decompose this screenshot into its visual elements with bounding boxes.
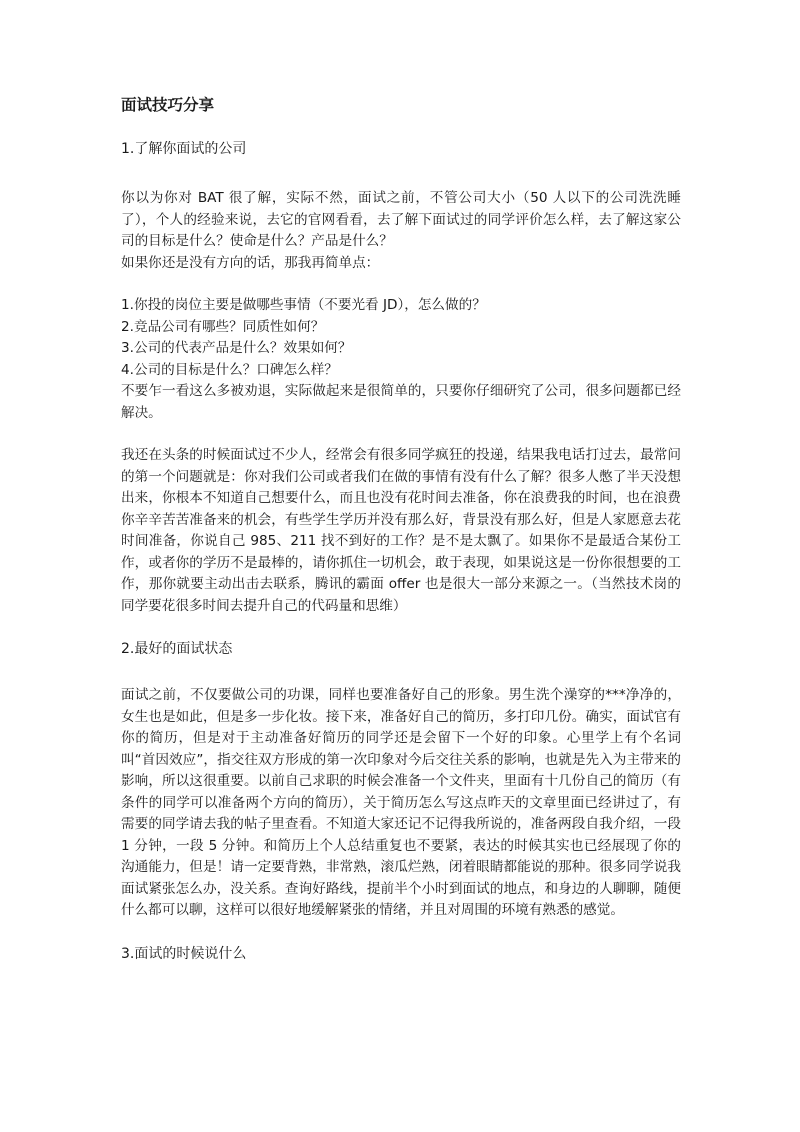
question-item: 3.公司的代表产品是什么？效果如何？ <box>121 340 352 356</box>
spacer <box>121 424 681 445</box>
section-2-paragraph-1: 面试之前，不仅要做公司的功课，同样也要准备好自己的形象。男生洗个澡穿的***净净的，女生也是如此，但是多一步化妆。接下来，准备好自己的简历，多打印几份。确实，面试官有你的简历，但是对于主动准备好简历的同学还是会留下一个好的印象。心里学上有个名词叫“首因效应”，指交往双方形成的第一次印象对今后交往关系的影响，也就是先入为主带来的影响，所以这很重要。以前自己求职的时候会准备一个文件夹，里面有十几份自己的简历（有条件的同学可以准备两个方向的简历），关于简历怎么写这点昨天的文章里面已经讲过了，有需要的同学请去我的帖子里查看。不知道大家还记不记得我所说的，准备两段自我介绍，一段 1 分钟，一段 5 分钟。和简历上个人总结重复也不要紧，表达的时候其实也已经展现了你的沟通能力，但是！请一定要背熟，非常熟，滚瓜烂熟，闭着眼睛都能说的那种。很多同学说我面试紧张怎么办，没关系。查询好路线，提前半个小时到面试的地点，和身边的人聊聊，随便什么都可以聊，这样可以很好地缓解紧张的情绪，并且对周围的环境有熟悉的感觉。 <box>121 687 681 918</box>
spacer <box>121 660 681 685</box>
question-item: 2.竞品公司有哪些？同质性如何？ <box>121 318 325 335</box>
spacer <box>121 617 681 638</box>
document-page <box>121 94 681 965</box>
spacer <box>121 160 681 188</box>
section-1-heading: 1.了解你面试的公司 <box>121 141 247 157</box>
spacer <box>121 922 681 943</box>
section-1-paragraph-2: 如果你还是没有方向的话，那我再简单点： <box>121 254 380 271</box>
spacer <box>121 274 681 295</box>
section-3-heading: 3.面试的时候说什么 <box>121 945 247 962</box>
question-item: 1.你投的岗位主要是做哪些事情（不要光看 JD），怎么做的？ <box>121 297 486 313</box>
section-1-paragraph-3: 不要乍一看这么多被劝退，实际做起来是很简单的，只要你仔细研究了公司，很多问题都已经解决。 <box>121 383 681 421</box>
section-1-paragraph-4: 我还在头条的时候面试过不少人，经常会有很多同学疯狂的投递，结果我电话打过去，最常问的第一个问题就是：你对我们公司或者我们在做的事情有没有什么了解？很多人憋了半天没想出来，你根本不知道自己想要什么，而且也没有花时间去准备，你在浪费我的时间，也在浪费你辛辛苦苦准备来的机会，有些学生学历并没有那么好，背景没有那么好，但是人家愿意去花时间准备，你说自己 985、211 找不到好的工作？是不是太飘了。如果你不是最适合某份工作，或者你的学历不是最棒的，请你抓住一切机会，敢于表现，如果说这是一份你很想要的工作，那你就要主动出击去联系，腾讯的霸面 offer 也是很大一部分来源之一。（当然技术岗的同学要花很多时间去提升自己的代码量和思维） <box>121 447 681 614</box>
section-1-paragraph-1: 你以为你对 BAT 很了解，实际不然，面试之前，不管公司大小（50 人以下的公司洗洗睡了），个人的经验来说，去它的官网看看，去了解下面试过的同学评价怎么样，去了解这家公司的目标是什么？使命是什么？产品是什么？ <box>121 190 681 249</box>
spacer <box>121 116 681 138</box>
question-item: 4.公司的目标是什么？口碑怎么样？ <box>121 361 338 378</box>
document-title: 面试技巧分享 <box>121 96 215 114</box>
section-2-heading: 2.最好的面试状态 <box>121 641 233 657</box>
